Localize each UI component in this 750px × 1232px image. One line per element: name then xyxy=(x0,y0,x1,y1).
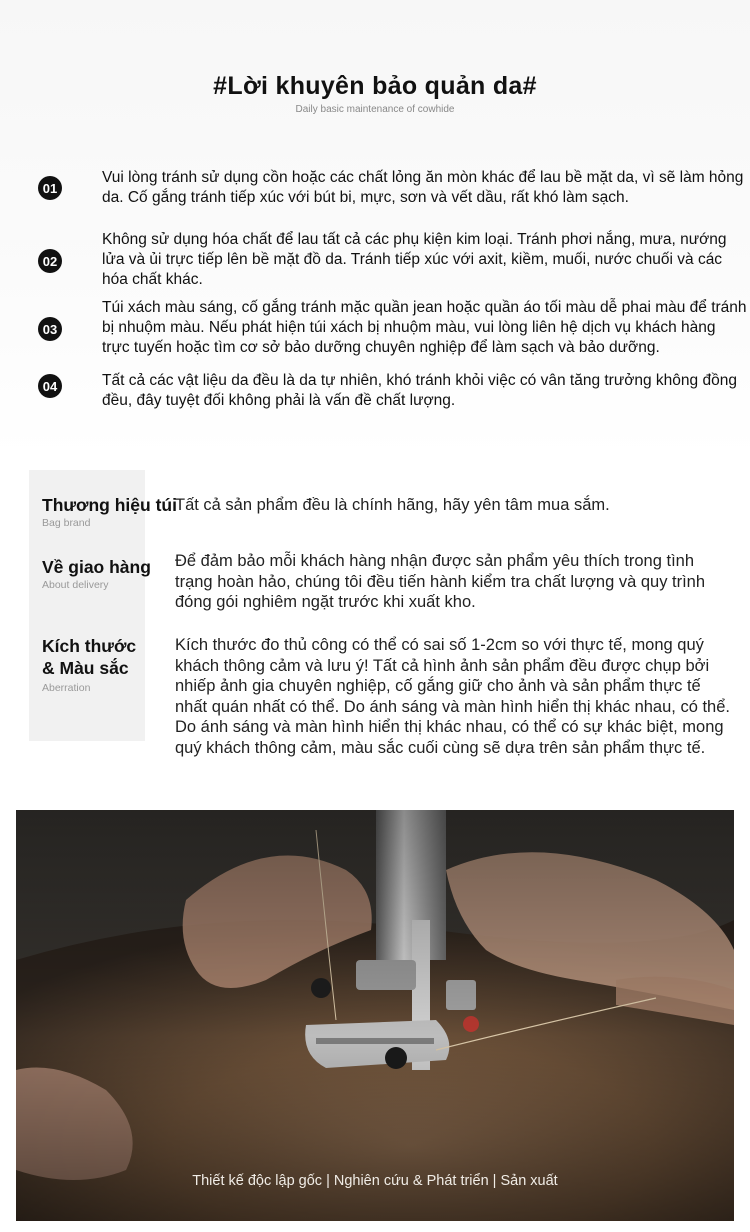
info-heading: Về giao hàng xyxy=(42,557,151,577)
info-heading: Thương hiệu túi xyxy=(42,495,177,515)
number-badge: 03 xyxy=(38,317,62,341)
info-body: Tất cả sản phẩm đều là chính hãng, hãy yên tâm mua sắm. xyxy=(175,496,610,514)
info-body: Kích thước đo thủ công có thể có sai số 1-2cm so với thực tế, mong quý khách thông cảm và lưu ý! Tất cả hình ảnh sản phẩm đều được chụp bởi nhiếp ảnh gia chuyên nghiệp, cố gắng giữ cho ảnh và sản phẩm thực tế nhất quán nhất có thể. Do ánh sáng và màn hình hiển thị khác nhau, có thể. Do ánh sáng và màn hình hiển thị khác nhau, có thể có sự khác biệt, mong quý khách thông cảm, màu sắc cuối cùng sẽ dựa trên sản phẩm thực tế. xyxy=(175,636,730,757)
info-subheading: Aberration xyxy=(42,682,91,694)
tip-text: Vui lòng tránh sử dụng cồn hoặc các chất lỏng ăn mòn khác để lau bề mặt da, vì sẽ làm hỏng da. Cố gắng tránh tiếp xúc với bút bi, mực, sơn và vết dầu, rất khó làm sạch. xyxy=(102,169,744,206)
info-body: Để đảm bảo mỗi khách hàng nhận được sản phẩm yêu thích trong tình trạng hoàn hảo, chúng tôi đều tiến hành kiểm tra chất lượng và quy trình đóng gói nghiêm ngặt trước khi xuất kho. xyxy=(175,552,706,611)
tip-text: Tất cả các vật liệu da đều là da tự nhiên, khó tránh khỏi việc có vân tăng trưởng không đồng đều, đây tuyệt đối không phải là vấn đề chất lượng. xyxy=(102,372,737,409)
sewing-machine-photo xyxy=(16,810,734,1221)
info-subheading: Bag brand xyxy=(42,517,91,529)
tip-text: Không sử dụng hóa chất để lau tất cả các phụ kiện kim loại. Tránh phơi nắng, mưa, nướng lửa và ủi trực tiếp lên bề mặt đồ da. Tránh tiếp xúc với axit, kiềm, muối, nước chuối và các hóa chất khác. xyxy=(102,231,727,288)
info-heading: Kích thước & Màu sắc xyxy=(42,636,137,678)
info-subheading: About delivery xyxy=(42,579,109,591)
tip-text: Túi xách màu sáng, cố gắng tránh mặc quần jean hoặc quần áo tối màu dễ phai màu để tránh bị nhuộm màu. Nếu phát hiện túi xách bị nhuộm màu, vui lòng liên hệ dịch vụ khách hàng trực tuyến hoặc tìm cơ sở bảo dưỡng chuyên nghiệp để làm sạch và bảo dưỡng. xyxy=(102,299,747,356)
number-badge: 01 xyxy=(38,176,62,200)
number-badge: 04 xyxy=(38,374,62,398)
photo-caption: Thiết kế độc lập gốc | Nghiên cứu & Phát triển | Sản xuất xyxy=(192,1173,558,1189)
number-badge: 02 xyxy=(38,249,62,273)
page-subtitle: Daily basic maintenance of cowhide xyxy=(295,104,455,115)
page-title: #Lời khuyên bảo quản da# xyxy=(213,72,537,100)
sewing-scene-illustration xyxy=(16,810,734,1221)
